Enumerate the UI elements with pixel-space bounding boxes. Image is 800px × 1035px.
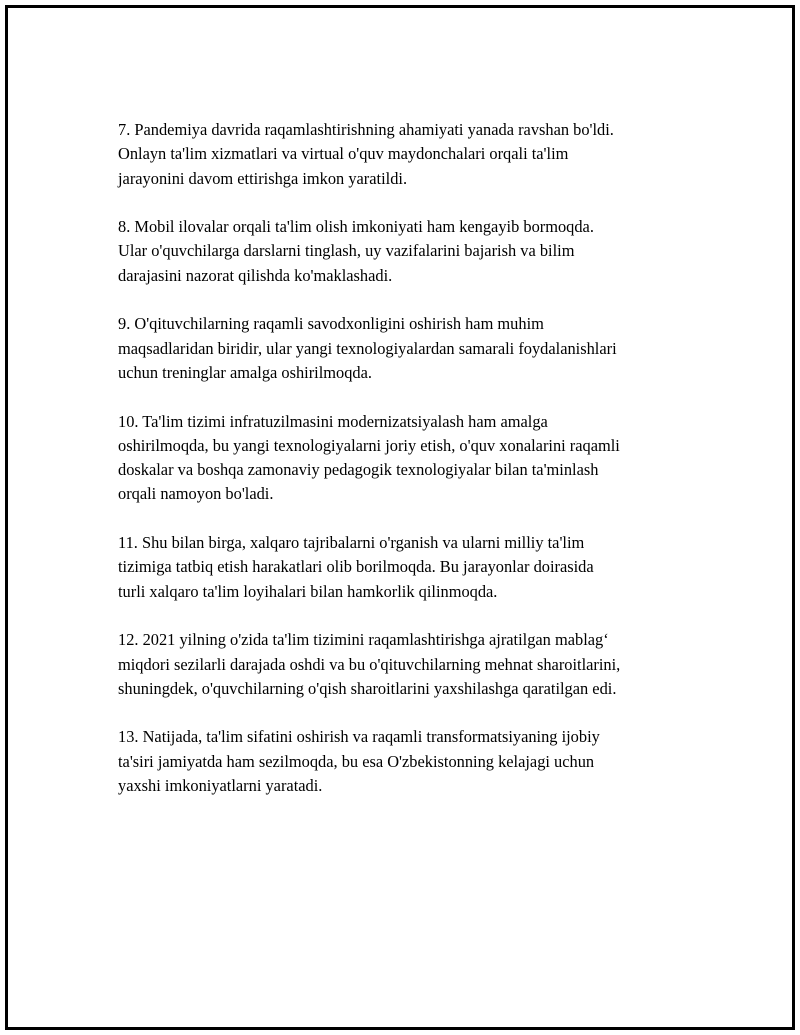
paragraph-7: 7. Pandemiya davrida raqamlashtirishning ahamiyati yanada ravshan bo'ldi. Onlayn ta'lim xizmatlari va virtual o'quv maydonchalari orqali ta'lim jarayonini davom ettirishga imkon yaratildi. <box>118 120 614 188</box>
paragraph-9: 9. O'qituvchilarning raqamli savodxonligini oshirish ham muhim maqsadlaridan biridir, ular yangi texnologiyalardan samarali foydalanishlari uchun treninglar amalga oshirilmoqda. <box>118 314 617 382</box>
paragraph-8: 8. Mobil ilovalar orqali ta'lim olish imkoniyati ham kengayib bormoqda. Ular o'quvchilarga darslarni tinglash, uy vazifalarini bajarish va bilim darajasini nazorat qilishda ko'maklashadi. <box>118 217 594 285</box>
paragraph-12: 12. 2021 yilning o'zida ta'lim tizimini raqamlashtirishga ajratilgan mablag‘ miqdori sezilarli darajada oshdi va bu o'qituvchilarning mehnat sharoitlarini, shuningdek, o'quvchilarning o'qish sharoitlarini yaxshilashga qaratilgan edi. <box>118 630 621 698</box>
paragraph-11: 11. Shu bilan birga, xalqaro tajribalarni o'rganish va ularni milliy ta'lim tizimiga tatbiq etish harakatlari olib borilmoqda. Bu jarayonlar doirasida turli xalqaro ta'lim loyihalari bilan hamkorlik qilinmoqda. <box>118 533 594 601</box>
paragraph-13: 13. Natijada, ta'lim sifatini oshirish va raqamli transformatsiyaning ijobiy ta'siri jamiyatda ham sezilmoqda, bu esa O'zbekistonning kelajagi uchun yaxshi imkoniyatlarni yaratadi. <box>118 727 600 796</box>
paragraph-10: 10. Ta'lim tizimi infratuzilmasini modernizatsiyalash ham amalga oshirilmoqda, bu yangi texnologiyalarni joriy etish, o'quv xonalarini raqamli doskalar va boshqa zamonaviy pedagogik texnologiyalar bilan ta'minlash orqali namoyon bo'ladi. <box>118 411 620 504</box>
document-body <box>118 118 708 823</box>
